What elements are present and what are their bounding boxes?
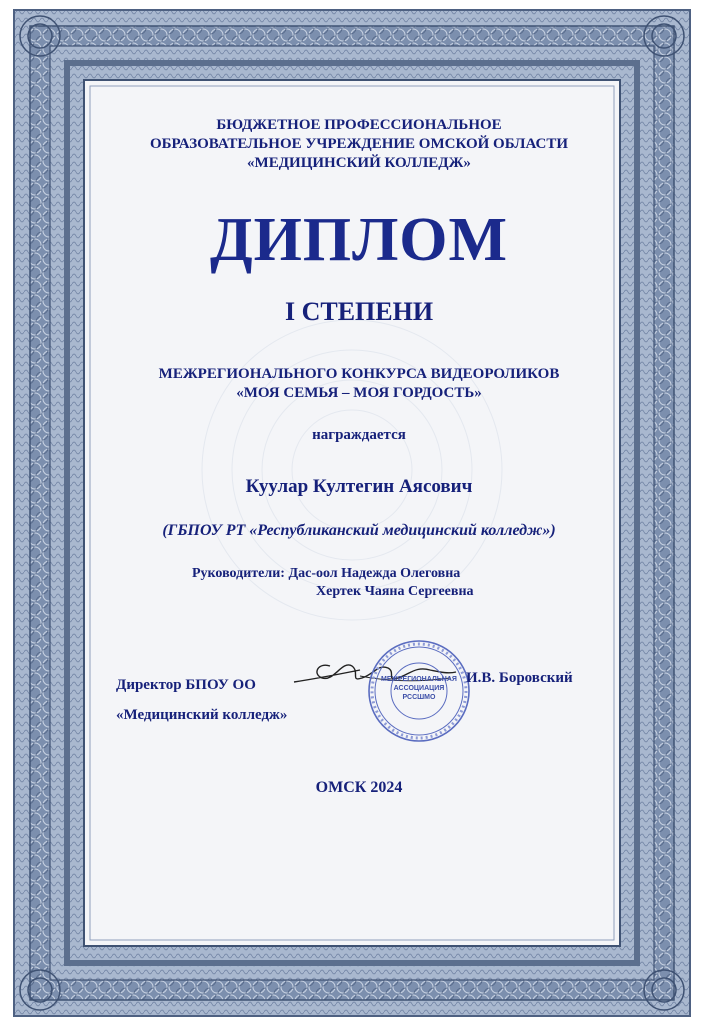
supervisor-1: Руководители: Дас-оол Надежда Олеговна (192, 566, 461, 581)
diploma-content (104, 104, 614, 924)
institution-line-3: «МЕДИЦИНСКИЙ КОЛЛЕДЖ» (247, 155, 471, 171)
awarded-label: награждается (312, 427, 406, 443)
recipient-organization: (ГБПОУ РТ «Республиканский медицинский колледж») (162, 522, 556, 539)
supervisors (192, 566, 474, 600)
organization-seal (367, 639, 471, 743)
contest-line-2: «МОЯ СЕМЬЯ – МОЯ ГОРДОСТЬ» (236, 385, 482, 401)
recipient-name: Куулар Култегин Аясович (245, 476, 473, 497)
signer-name: И.В. Боровский (466, 670, 573, 686)
supervisor-2: Хертек Чаяна Сергеевна (316, 584, 474, 599)
contest-name (104, 365, 614, 403)
director-title (116, 670, 287, 730)
seal-text (367, 675, 471, 702)
director-line-2: «Медицинский колледж» (116, 707, 288, 723)
seal-text-line-1: МЕЖРЕГИОНАЛЬНАЯ (381, 676, 457, 683)
institution-line-2: ОБРАЗОВАТЕЛЬНОЕ УЧРЕЖДЕНИЕ ОМСКОЙ ОБЛАСТИ (149, 136, 569, 152)
contest-line-1: МЕЖРЕГИОНАЛЬНОГО КОНКУРСА ВИДЕОРОЛИКОВ (158, 366, 560, 382)
institution-name (104, 116, 614, 173)
place-and-year: ОМСК 2024 (315, 779, 403, 796)
institution-line-1: БЮДЖЕТНОЕ ПРОФЕССИОНАЛЬНОЕ (216, 117, 502, 133)
diploma-degree: I СТЕПЕНИ (284, 297, 434, 326)
director-line-1: Директор БПОУ ОО (116, 677, 256, 693)
diploma-title: ДИПЛОМ (209, 206, 509, 274)
seal-text-line-3: РССШМО (402, 694, 436, 701)
seal-text-line-2: АССОЦИАЦИЯ (393, 685, 445, 692)
